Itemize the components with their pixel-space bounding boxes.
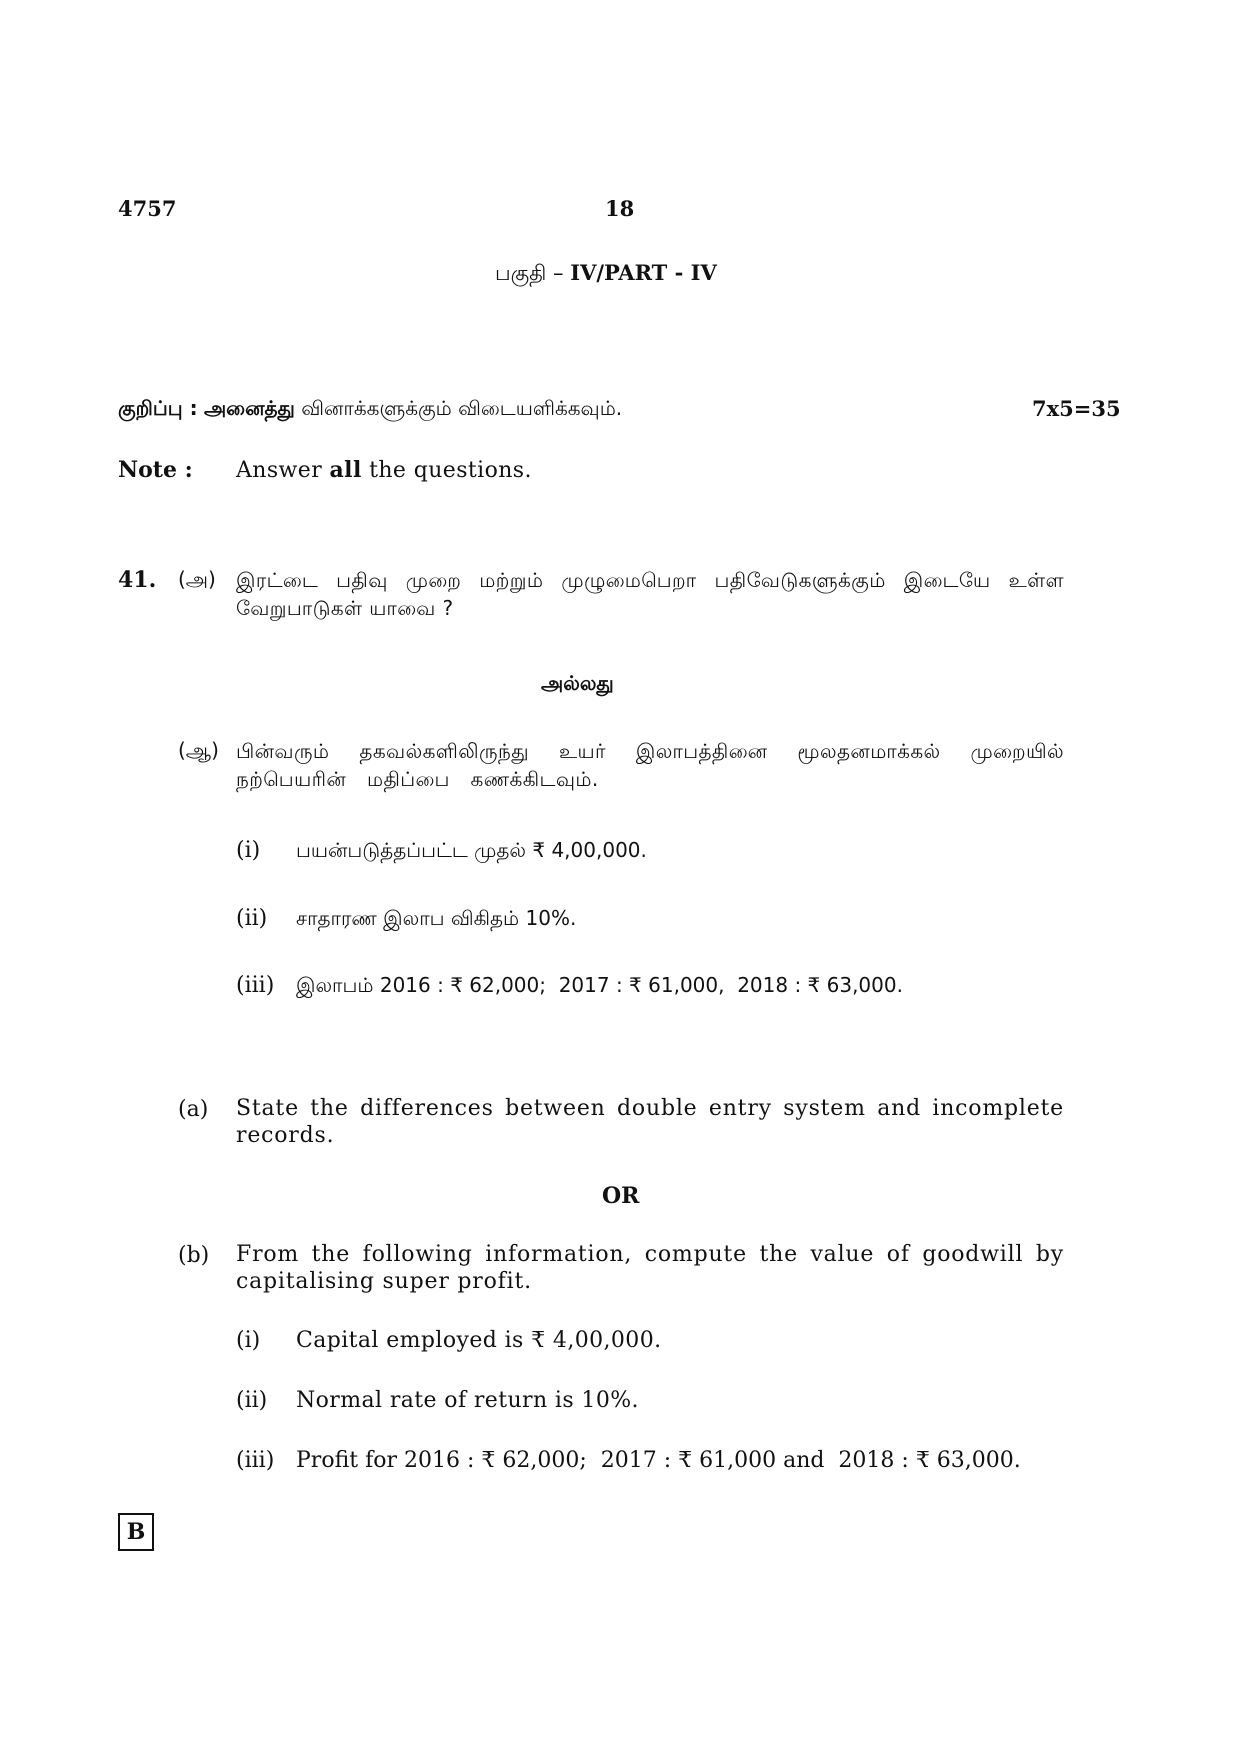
en-a-label: (a) [178,1097,209,1122]
ta-item-text: பயன்படுத்தப்பட்ட முதல் ₹ 4,00,000. [296,838,647,862]
en-item-label: (i) [236,1328,261,1353]
page-number: 18 [605,196,635,221]
note-en [236,457,532,483]
en-item-text: Normal rate of return is 10%. [296,1388,639,1413]
en-a-text: State the differences between double entry system and incomplete records. [236,1096,1064,1148]
part-title [495,260,717,288]
en-b-text: From the following information, compute the value of goodwill by capitalising super profit. [236,1242,1064,1294]
marks: 7x5=35 [1032,396,1121,421]
paper-code: 4757 [118,196,177,221]
question-number: 41. [118,567,157,593]
part-title-ta: பகுதி – [495,261,564,285]
ta-item-text: இலாபம் 2016 : ₹ 62,000; 2017 : ₹ 61,000, 2018 : ₹ 63,000. [296,973,903,997]
ta-a-text: இரட்டை பதிவு முறை மற்றும் முழுமைபெறா பதிவேடுகளுக்கும் இடையே உள்ள வேறுபாடுகள் யாவை ? [236,568,1064,620]
en-item-text: Profit for 2016 : ₹ 62,000; 2017 : ₹ 61,000 and 2018 : ₹ 63,000. [296,1448,1021,1473]
booklet-type-box: B [118,1513,154,1551]
en-or: OR [602,1183,640,1209]
ta-b-text: பின்வரும் தகவல்களிலிருந்து உயர் இலாபத்தினை மூலதனமாக்கல் முறையில் நற்பெயரின் மதிப்பை கணக்கிடவும். [236,739,1064,791]
note-ta [118,396,622,423]
part-title-en: IV/PART - IV [570,260,717,285]
note-ta-bold: அனைத்து [203,396,295,420]
en-item-label: (ii) [236,1388,268,1413]
ta-item-label: (iii) [236,973,275,998]
note-en-pre: Answer [236,458,323,483]
ta-item-label: (i) [236,838,261,863]
ta-item-label: (ii) [236,906,268,931]
en-b-label: (b) [178,1243,210,1268]
note-ta-text: வினாக்களுக்கும் விடையளிக்கவும். [301,396,623,420]
note-ta-label: குறிப்பு : [118,396,198,420]
en-item-label: (iii) [236,1448,275,1473]
ta-b-label: (ஆ) [178,738,219,762]
ta-a-label: (அ) [178,567,216,591]
ta-or: அல்லது [541,671,614,695]
ta-item-text: சாதாரண இலாப விகிதம் 10%. [296,906,577,930]
note-en-bold: all [329,457,362,483]
en-item-text: Capital employed is ₹ 4,00,000. [296,1328,662,1353]
note-en-post: the questions. [369,458,532,483]
note-en-label: Note : [118,457,193,483]
